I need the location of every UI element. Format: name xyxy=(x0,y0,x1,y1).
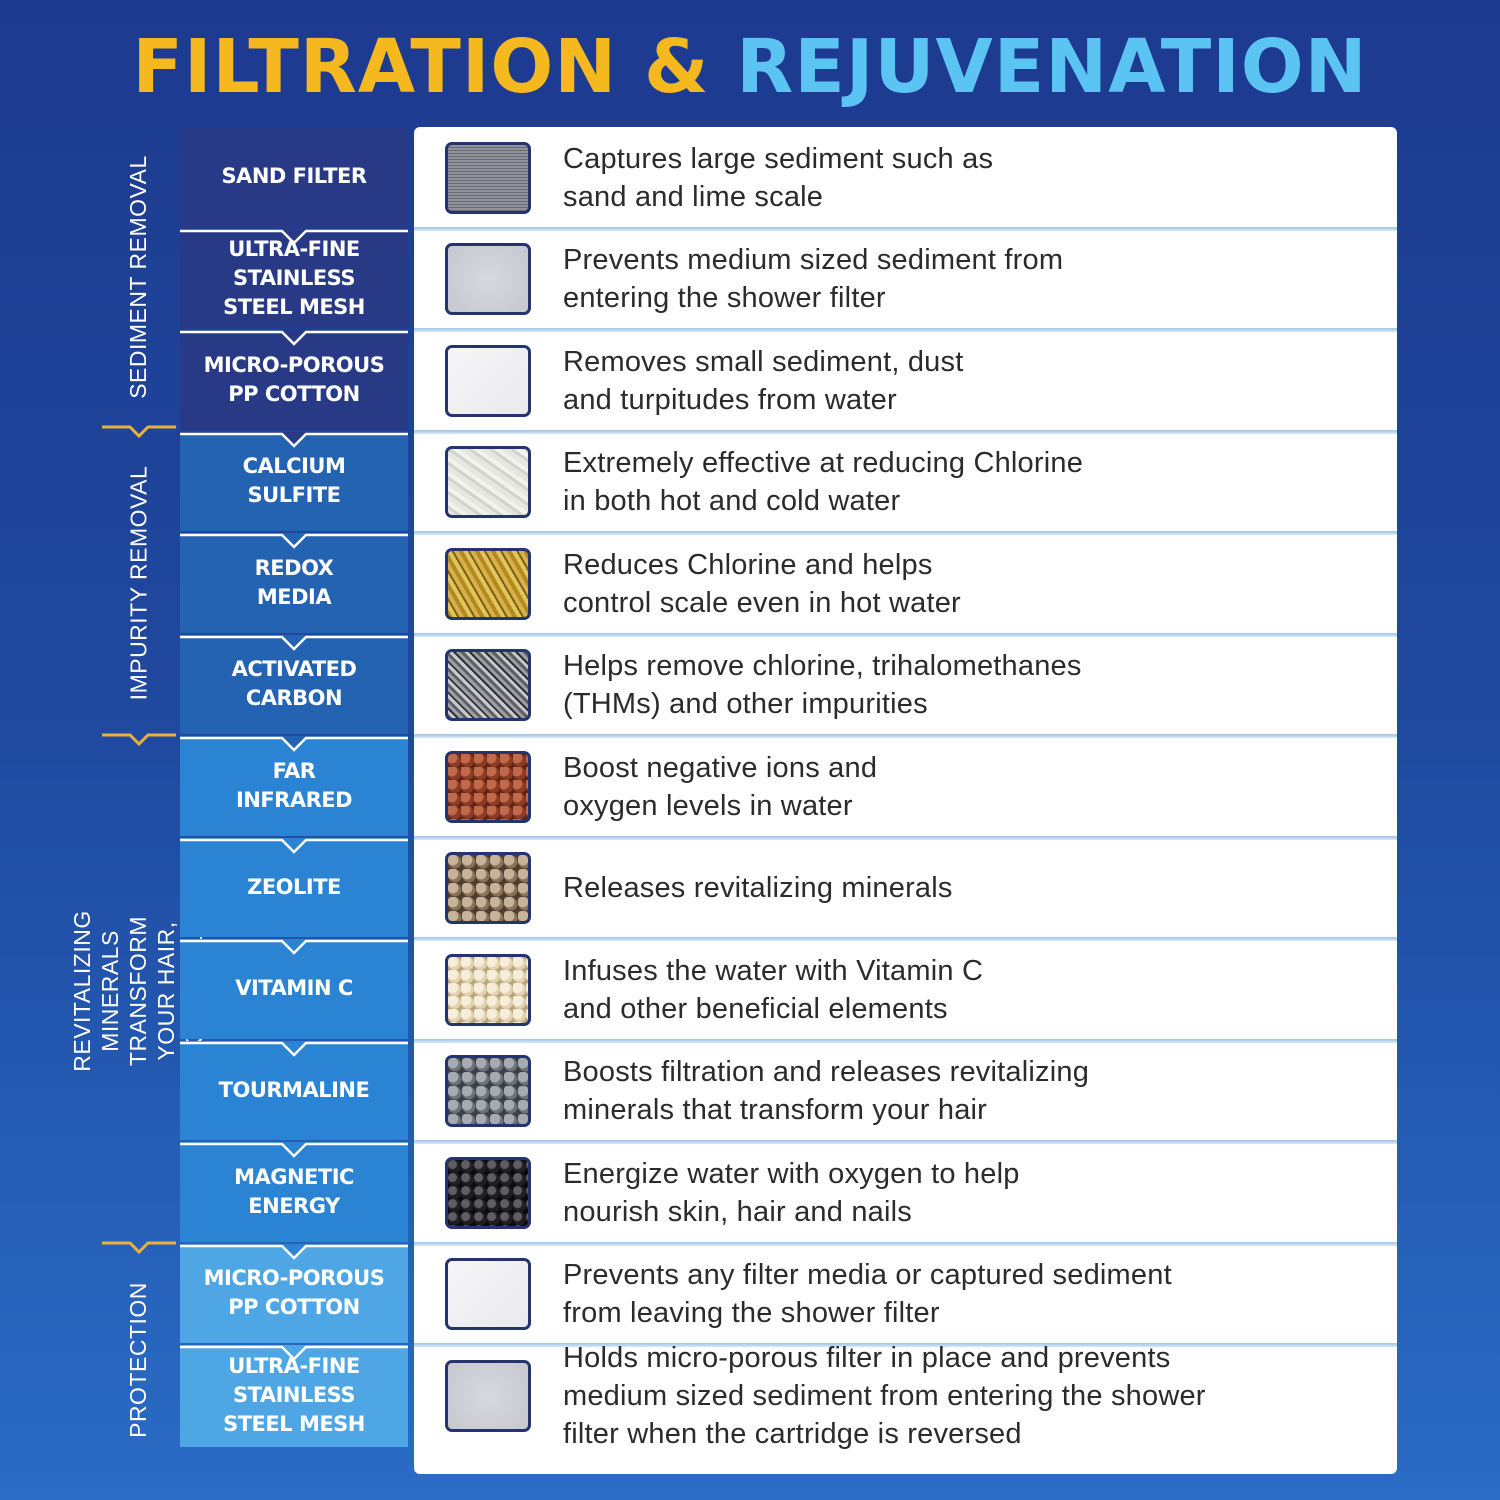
row-divider xyxy=(414,633,1397,637)
stage-cell xyxy=(180,1244,408,1344)
stage-description: Energize water with oxygen to help nourish skin, hair and nails xyxy=(563,1157,1020,1228)
row-divider xyxy=(414,836,1397,840)
media-swatch-sulfite xyxy=(445,446,531,518)
stage-label: TOURMALINE xyxy=(218,1077,370,1102)
stage-description: Removes small sediment, dust and turpitudes from water xyxy=(563,345,964,416)
row-divider xyxy=(414,430,1397,434)
chevron-down-icon xyxy=(180,533,408,551)
stage-cell xyxy=(180,635,408,735)
page-title xyxy=(0,22,1500,112)
group-divider xyxy=(102,1239,176,1255)
media-swatch-magnetic xyxy=(445,1157,531,1229)
row-divider xyxy=(414,1140,1397,1144)
media-swatch-carbon xyxy=(445,649,531,721)
media-swatch-cotton xyxy=(445,345,531,417)
stage-label: ACTIVATED CARBON xyxy=(231,657,357,711)
media-swatch-infrared xyxy=(445,751,531,823)
stage-description: Helps remove chlorine, trihalomethanes (THMs) and other impurities xyxy=(563,650,1082,721)
media-swatch-redox xyxy=(445,548,531,620)
media-swatch-zeolite xyxy=(445,852,531,924)
stage-cell xyxy=(180,229,408,329)
media-swatch-vitaminc xyxy=(445,954,531,1026)
stage-cell xyxy=(180,1041,408,1141)
stage-description: Prevents any filter media or captured sediment from leaving the shower filter xyxy=(563,1259,1172,1330)
chevron-down-icon xyxy=(180,330,408,348)
stage-label: MICRO-POROUS PP COTTON xyxy=(203,1266,385,1320)
stage-label: ULTRA-FINE STAINLESS STEEL MESH xyxy=(223,236,365,319)
stage-description: Boosts filtration and releases revitalizing minerals that transform your hair xyxy=(563,1056,1090,1127)
description-table xyxy=(414,127,1397,1474)
chevron-down-icon xyxy=(180,1041,408,1059)
media-swatch-cotton xyxy=(445,1258,531,1330)
stage-cell xyxy=(180,1142,408,1242)
stage-label: ZEOLITE xyxy=(247,874,341,899)
row-divider xyxy=(414,328,1397,332)
stage-description: Boost negative ions and oxygen levels in water xyxy=(563,751,878,822)
chevron-down-icon xyxy=(180,838,408,856)
chevron-down-icon xyxy=(180,1142,408,1160)
stage-cell xyxy=(180,939,408,1039)
stage-cell xyxy=(180,838,408,938)
stage-cell xyxy=(180,330,408,430)
media-swatch-mesh-dark xyxy=(445,142,531,214)
stage-label: CALCIUM SULFITE xyxy=(242,454,346,508)
stage-label: MICRO-POROUS PP COTTON xyxy=(203,352,385,406)
media-swatch-mesh-light xyxy=(445,1360,531,1432)
stage-label: VITAMIN C xyxy=(235,976,353,1001)
group-label-impurity: IMPURITY REMOVAL xyxy=(125,465,152,700)
media-swatch-tourmaline xyxy=(445,1055,531,1127)
group-label-sediment: SEDIMENT REMOVAL xyxy=(125,155,151,399)
stage-label: SAND FILTER xyxy=(221,164,367,189)
stage-description: Extremely effective at reducing Chlorine in both hot and cold water xyxy=(563,447,1084,518)
chevron-down-icon xyxy=(180,432,408,450)
group-label-minerals: REVITALIZING MINERALS TRANSFORM YOUR HAIR, xyxy=(69,909,179,1072)
stage-description: Reduces Chlorine and helps control scale even in hot water xyxy=(563,548,961,619)
row-divider xyxy=(414,937,1397,941)
group-divider xyxy=(102,731,176,747)
stage-description: Releases revitalizing minerals xyxy=(563,872,953,905)
row-divider xyxy=(414,531,1397,535)
chevron-down-icon xyxy=(180,736,408,754)
stage-description: Prevents medium sized sediment from entering the shower filter xyxy=(563,244,1064,315)
stage-label: MAGNETIC ENERGY xyxy=(234,1164,354,1218)
stage-cell xyxy=(180,736,408,836)
stage-description: Infuses the water with Vitamin C and other beneficial elements xyxy=(563,954,984,1025)
stage-label: REDOX MEDIA xyxy=(254,555,334,609)
row-divider xyxy=(414,734,1397,738)
stage-cell xyxy=(180,533,408,633)
title-part-1: FILTRATION & xyxy=(132,24,710,110)
chevron-down-icon xyxy=(180,939,408,957)
title-part-2: REJUVENATION xyxy=(736,24,1368,110)
chevron-down-icon xyxy=(180,635,408,653)
media-swatch-mesh-light xyxy=(445,243,531,315)
group-divider xyxy=(102,423,176,439)
group-label-protection: PROTECTION xyxy=(125,1282,151,1438)
stage-label: FAR INFRARED xyxy=(235,758,353,812)
stage-description: Holds micro-porous filter in place and prevents medium sized sediment from entering the shower filter when the cartridge is reversed xyxy=(563,1341,1206,1450)
row-divider xyxy=(414,227,1397,231)
chevron-down-icon xyxy=(180,1244,408,1262)
row-divider xyxy=(414,1039,1397,1043)
row-divider xyxy=(414,1242,1397,1246)
stage-cell xyxy=(180,432,408,532)
stage-description: Captures large sediment such as sand and lime scale xyxy=(563,142,994,213)
stage-cell xyxy=(180,127,408,227)
stage-cell xyxy=(180,1345,408,1447)
stage-label: ULTRA-FINE STAINLESS STEEL MESH xyxy=(223,1354,365,1437)
